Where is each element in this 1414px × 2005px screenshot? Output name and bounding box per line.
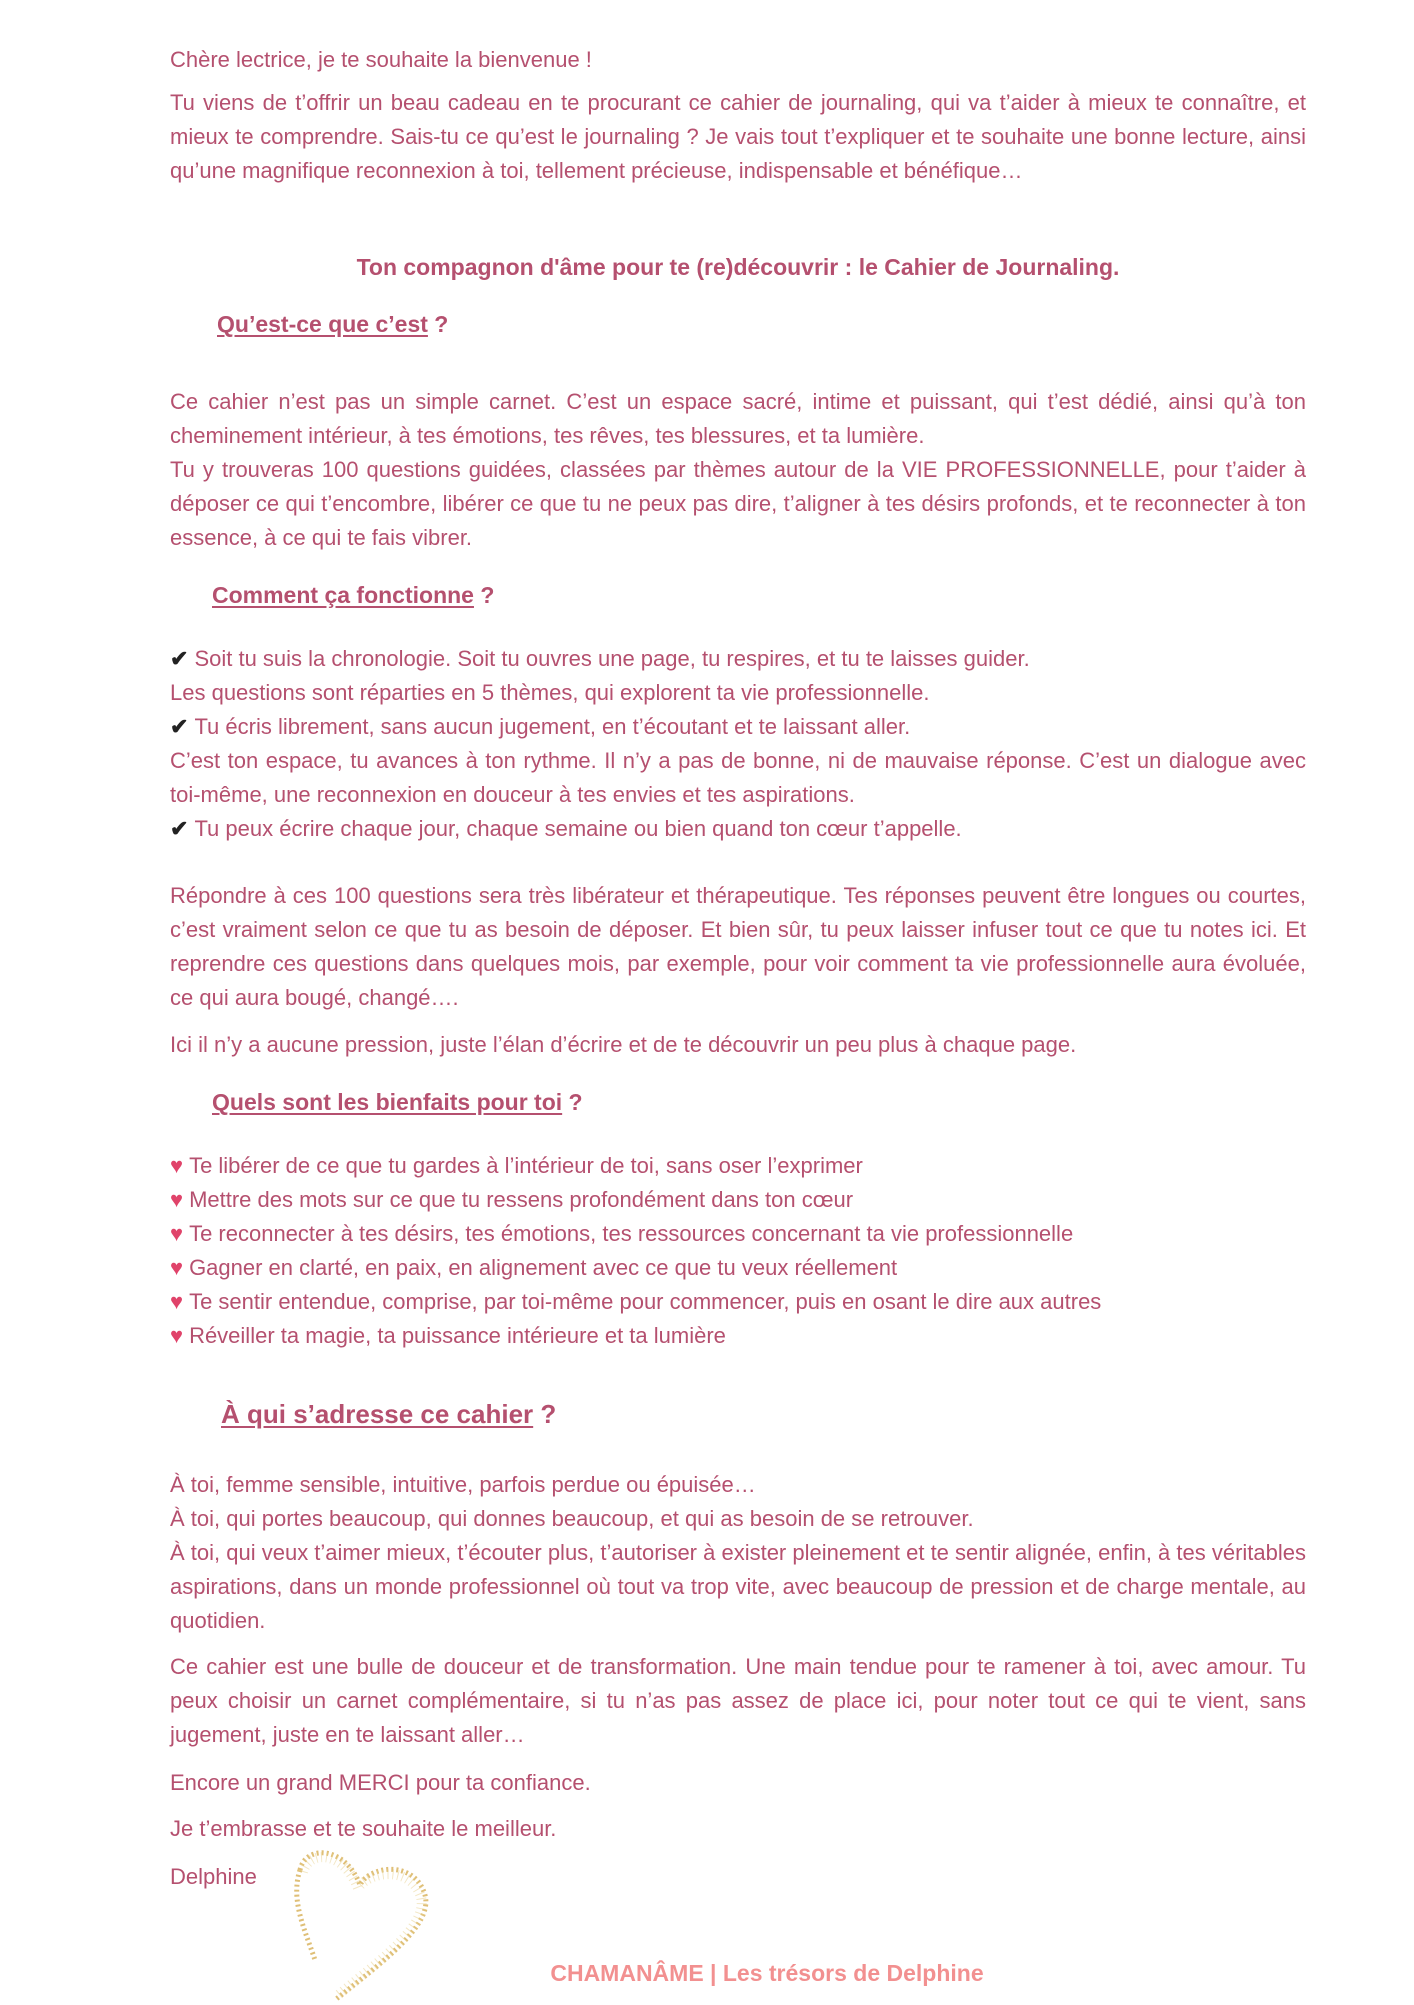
- benefit-item: [170, 1217, 1306, 1251]
- check-text: Tu écris librement, sans aucun jugement, en t’écoutant et te laissant aller.: [194, 714, 911, 739]
- check-text: Soit tu suis la chronologie. Soit tu ouvres une page, tu respires, et tu te laisses guider.: [194, 646, 1030, 671]
- heading-text: Comment ça fonctionne: [212, 582, 474, 608]
- how-section-text: [170, 642, 1306, 846]
- benefit-text: Te libérer de ce que tu gardes à l’intérieur de toi, sans oser l’exprimer: [189, 1153, 863, 1178]
- greeting: Chère lectrice, je te souhaite la bienvenue !: [170, 47, 592, 72]
- paragraph: À toi, femme sensible, intuitive, parfois perdue ou épuisée…: [170, 1472, 756, 1497]
- signature: Delphine: [170, 1864, 257, 1889]
- section-heading-audience: [221, 1399, 556, 1430]
- paragraph: Les questions sont réparties en 5 thèmes, qui explorent ta vie professionnelle.: [170, 680, 930, 705]
- heading-suffix: ?: [562, 1089, 583, 1115]
- heart-icon: ♥: [170, 1323, 184, 1348]
- section-heading-what: [217, 311, 448, 338]
- paragraph: À toi, qui portes beaucoup, qui donnes beaucoup, et qui as besoin de se retrouver.: [170, 1506, 974, 1531]
- heart-icon: ♥: [170, 1255, 184, 1280]
- main-heading: Ton compagnon d'âme pour te (re)découvrir : le Cahier de Journaling.: [356, 254, 1120, 280]
- benefit-text: Te sentir entendue, comprise, par toi-même pour commencer, puis en osant le dire aux autres: [189, 1289, 1102, 1314]
- check-item: [170, 812, 1306, 846]
- heading-text: Quels sont les bienfaits pour toi: [212, 1089, 563, 1115]
- checkmark-icon: ✔: [170, 816, 189, 841]
- heading-suffix: ?: [427, 311, 449, 337]
- benefit-text: Te reconnecter à tes désirs, tes émotions, tes ressources concernant ta vie professionnelle: [189, 1221, 1074, 1246]
- benefit-item: [170, 1319, 1306, 1353]
- check-item: [170, 642, 1306, 676]
- benefit-text: Réveiller ta magie, ta puissance intérieure et ta lumière: [189, 1323, 726, 1348]
- benefit-item: [170, 1149, 1306, 1183]
- closing-paragraph: Ce cahier est une bulle de douceur et de transformation. Une main tendue pour te ramener à toi, avec amour. Tu peux choisir un carnet complémentaire, si tu n’as pas assez de place ici, pour noter tout ce qui te vient, sans jugement, juste en te laissant aller…: [170, 1654, 1306, 1747]
- footer-brand: CHAMANÂME | Les trésors de Delphine: [550, 1960, 984, 1986]
- heading-text: À qui s’adresse ce cahier: [221, 1399, 534, 1429]
- checkmark-icon: ✔: [170, 646, 189, 671]
- heart-icon: ♥: [170, 1187, 184, 1212]
- heading-suffix: ?: [473, 582, 495, 608]
- heading-suffix: ?: [533, 1399, 557, 1429]
- paragraph: Tu y trouveras 100 questions guidées, classées par thèmes autour de la VIE PROFESSIONNELLE, pour t’aider à déposer ce qui t’encombre, libérer ce que tu ne peux pas dire, t’aligner à tes désirs profonds, et te reconnecter à ton essence, à ce qui te fais vibrer.: [170, 457, 1306, 550]
- audience-text: [170, 1468, 1306, 1638]
- benefit-text: Gagner en clarté, en paix, en alignement avec ce que tu veux réellement: [189, 1255, 898, 1280]
- intro-paragraph: Tu viens de t’offrir un beau cadeau en te procurant ce cahier de journaling, qui va t’aider à mieux te connaître, et mieux te comprendre. Sais-tu ce qu’est le journaling ? Je vais tout t’expliquer et te souhaite une bonne lecture, ainsi qu’une magnifique reconnexion à toi, tellement précieuse, indispensable et bénéfique…: [170, 90, 1306, 183]
- benefit-item: [170, 1251, 1306, 1285]
- heart-icon: ♥: [170, 1153, 184, 1178]
- benefits-list: [170, 1149, 1306, 1353]
- benefit-item: [170, 1285, 1306, 1319]
- heart-icon: ♥: [170, 1289, 184, 1314]
- section-heading-benefits: [212, 1089, 583, 1116]
- benefit-text: Mettre des mots sur ce que tu ressens profondément dans ton cœur: [189, 1187, 854, 1212]
- check-item: [170, 710, 1306, 744]
- paragraph: C’est ton espace, tu avances à ton rythme. Il n’y a pas de bonne, ni de mauvaise réponse. C’est un dialogue avec toi-même, une reconnexion en douceur à tes envies et tes aspirations.: [170, 748, 1306, 807]
- thanks-line: Encore un grand MERCI pour ta confiance.: [170, 1770, 591, 1795]
- paragraph: À toi, qui veux t’aimer mieux, t’écouter plus, t’autoriser à exister pleinement et te sentir alignée, enfin, à tes véritables aspirations, dans un monde professionnel où tout va trop vite, avec beaucoup de pression et de charge mentale, au quotidien.: [170, 1540, 1307, 1633]
- checkmark-icon: ✔: [170, 714, 189, 739]
- check-text: Tu peux écrire chaque jour, chaque semaine ou bien quand ton cœur t’appelle.: [194, 816, 962, 841]
- paragraph: Ce cahier n’est pas un simple carnet. C’est un espace sacré, intime et puissant, qui t’est dédié, ainsi qu’à ton cheminement intérieur, à tes émotions, tes rêves, tes blessures, et ta lumière.: [170, 389, 1306, 448]
- how-paragraph-1: Répondre à ces 100 questions sera très libérateur et thérapeutique. Tes réponses peuvent être longues ou courtes, c’est vraiment selon ce que tu as besoin de déposer. Et bien sûr, tu peux laisser infuser tout ce que tu notes ici. Et reprendre ces questions dans quelques mois, par exemple, pour voir comment ta vie professionnelle aura évoluée, ce qui aura bougé, changé….: [170, 883, 1306, 1010]
- how-paragraph-2: Ici il n’y a aucune pression, juste l’élan d’écrire et de te découvrir un peu plus à chaque page.: [170, 1032, 1077, 1057]
- farewell-line: Je t’embrasse et te souhaite le meilleur.: [170, 1816, 557, 1841]
- heart-icon: ♥: [170, 1221, 184, 1246]
- benefit-item: [170, 1183, 1306, 1217]
- section-heading-how: [212, 582, 494, 609]
- what-section-text: [170, 385, 1306, 555]
- heading-text: Qu’est-ce que c’est: [217, 311, 428, 337]
